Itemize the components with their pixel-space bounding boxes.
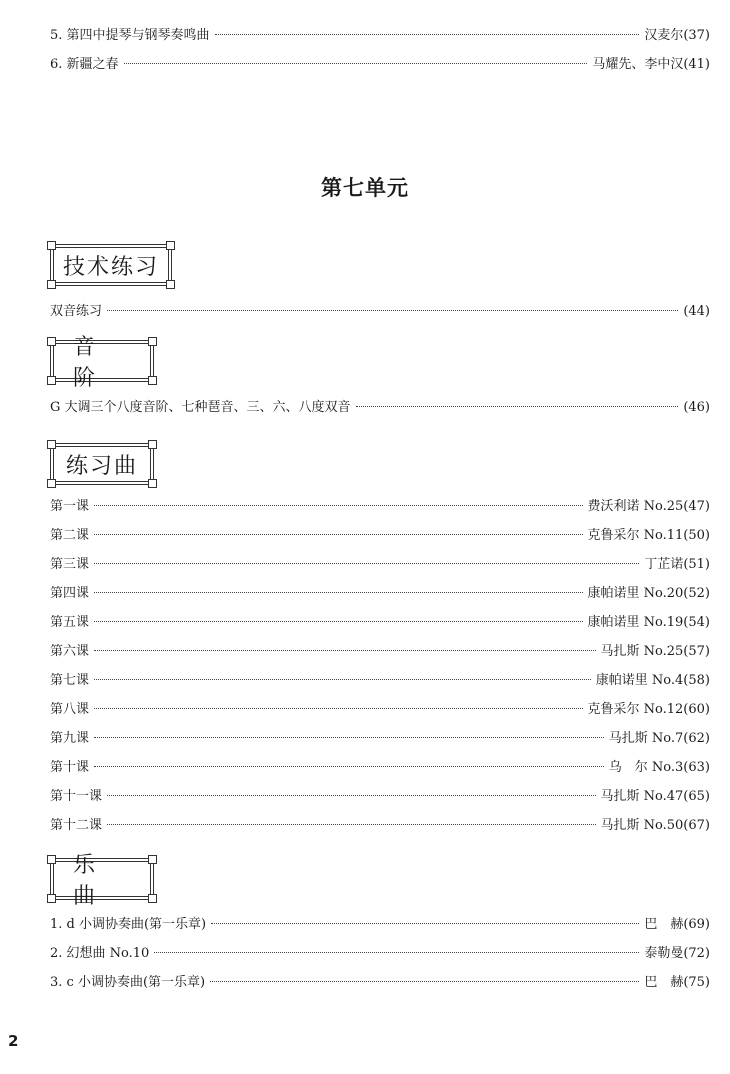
toc-entry — [50, 27, 710, 45]
dot-leader — [356, 406, 679, 407]
entry-author-page: 马扎斯 No.50(67) — [600, 818, 710, 833]
entry-title: 2. 幻想曲 No.10 — [50, 946, 150, 961]
dot-leader — [94, 708, 583, 709]
entry-author-page: 康帕诺里 No.4(58) — [595, 673, 710, 688]
entry-title: 第四课 — [50, 586, 90, 601]
dot-leader — [210, 981, 639, 982]
entry-author-page: 巴 赫(69) — [644, 917, 710, 932]
toc-entry — [50, 730, 710, 748]
entry-author-page: 费沃利诺 No.25(47) — [587, 499, 710, 514]
toc-entry — [50, 701, 710, 719]
section-heading-label: 乐曲 — [73, 853, 118, 909]
entry-title: 第八课 — [50, 702, 90, 717]
section-heading-label: 练习曲 — [65, 453, 138, 479]
page-number: 2 — [8, 1032, 19, 1050]
dot-leader — [94, 766, 604, 767]
dot-leader — [107, 310, 678, 311]
entry-title: 第三课 — [50, 557, 90, 572]
entry-author-page: 巴 赫(75) — [644, 975, 710, 990]
dot-leader — [94, 563, 639, 564]
entry-author-page: 克鲁采尔 No.11(50) — [587, 528, 710, 543]
entry-page: (44) — [683, 304, 710, 319]
dot-leader — [94, 737, 604, 738]
dot-leader — [94, 621, 583, 622]
entry-title: 3. c 小调协奏曲(第一乐章) — [50, 975, 206, 990]
toc-entry — [50, 56, 710, 74]
toc-entry — [50, 788, 710, 806]
dot-leader — [124, 63, 588, 64]
entry-author-page: 乌 尔 No.3(63) — [608, 760, 710, 775]
section-heading-pieces — [50, 853, 154, 909]
section-heading-technique — [50, 244, 172, 286]
unit-title: 第七单元 — [321, 176, 409, 200]
toc-entry — [50, 945, 710, 963]
toc-entry — [50, 817, 710, 835]
entry-title: 双音练习 — [50, 304, 103, 319]
toc-entry — [50, 643, 710, 661]
dot-leader — [107, 824, 596, 825]
entry-author-page: 克鲁采尔 No.12(60) — [587, 702, 710, 717]
entry-title: 第十一课 — [50, 789, 103, 804]
toc-entry — [50, 759, 710, 777]
entry-author-page: 康帕诺里 No.20(52) — [587, 586, 710, 601]
entry-title: 第二课 — [50, 528, 90, 543]
toc-entry — [50, 916, 710, 934]
dot-leader — [211, 923, 639, 924]
entry-author-page: 丁芷诺(51) — [644, 557, 710, 572]
entry-author-page: 马扎斯 No.25(57) — [600, 644, 710, 659]
section-heading-label: 音阶 — [73, 335, 118, 391]
entry-title: 第七课 — [50, 673, 90, 688]
entry-title: 第一课 — [50, 499, 90, 514]
dot-leader — [94, 650, 596, 651]
entry-title: 第十二课 — [50, 818, 103, 833]
dot-leader — [215, 34, 640, 35]
section-heading-etudes — [50, 443, 154, 485]
entry-title: 第五课 — [50, 615, 90, 630]
toc-entry — [50, 527, 710, 545]
toc-entry — [50, 498, 710, 516]
entry-title: 5. 第四中提琴与钢琴奏鸣曲 — [50, 28, 210, 43]
entry-author-page: 马扎斯 No.47(65) — [600, 789, 710, 804]
dot-leader — [94, 592, 583, 593]
dot-leader — [107, 795, 596, 796]
toc-entry — [50, 399, 710, 417]
section-heading-scales — [50, 335, 154, 391]
entry-title: 1. d 小调协奏曲(第一乐章) — [50, 917, 207, 932]
entry-author-page: 马扎斯 No.7(62) — [608, 731, 710, 746]
section-heading-label: 技术练习 — [62, 254, 159, 280]
entry-author-page: 马耀先、李中汉(41) — [592, 57, 710, 72]
toc-entry — [50, 303, 710, 321]
toc-entry — [50, 585, 710, 603]
entry-title: 第六课 — [50, 644, 90, 659]
entry-title: 第九课 — [50, 731, 90, 746]
entry-title: 6. 新疆之春 — [50, 57, 119, 72]
entry-author-page: 康帕诺里 No.19(54) — [587, 615, 710, 630]
toc-entry — [50, 672, 710, 690]
entry-title: G 大调三个八度音阶、七种琶音、三、六、八度双音 — [50, 400, 351, 415]
toc-entry — [50, 556, 710, 574]
dot-leader — [154, 952, 639, 953]
toc-entry — [50, 614, 710, 632]
dot-leader — [94, 505, 583, 506]
entry-author-page: 泰勒曼(72) — [644, 946, 710, 961]
dot-leader — [94, 534, 583, 535]
entry-title: 第十课 — [50, 760, 90, 775]
toc-entry — [50, 974, 710, 992]
entry-page: (46) — [683, 400, 710, 415]
entry-author-page: 汉麦尔(37) — [644, 28, 710, 43]
dot-leader — [94, 679, 591, 680]
